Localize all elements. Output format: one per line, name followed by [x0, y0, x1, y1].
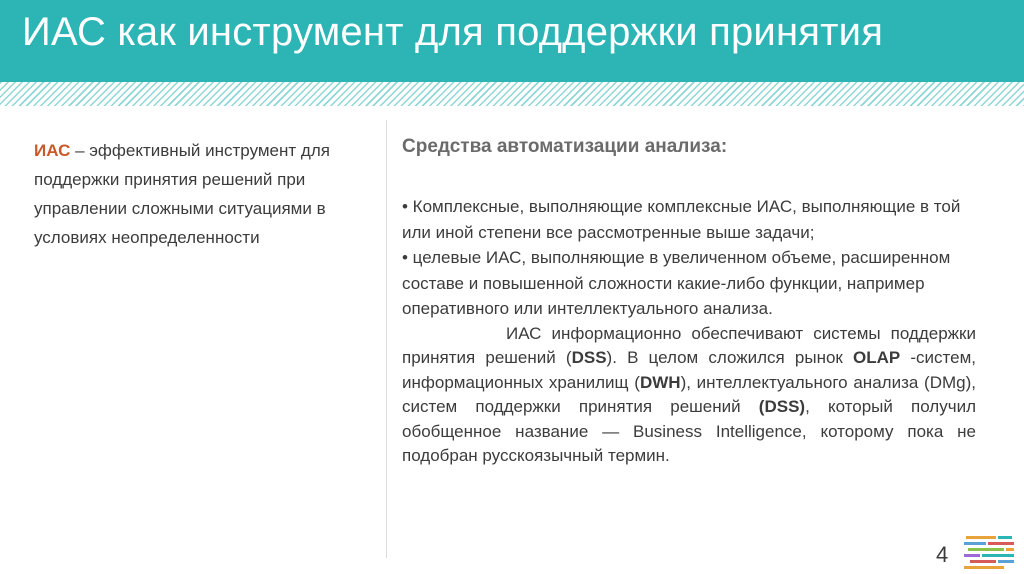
hatched-divider-band	[0, 82, 1024, 106]
bullet-list	[402, 194, 976, 322]
bullet-item: • целевые ИАС, выполняющие в увеличенном объеме, расширенном составе и повышенной сложности какие-либо функции, например оперативного или интеллектуального анализа.	[402, 248, 951, 318]
slide-title: ИАС как инструмент для поддержки принятия	[22, 10, 884, 54]
colored-stripes-logo-icon	[964, 532, 1016, 572]
paragraph-text: ИАС информационно обеспечивают системы поддержки принятия решений (	[402, 323, 976, 367]
paragraph-text: ). В целом сложился рынок	[606, 348, 853, 367]
definition-text: – эффективный инструмент для поддержки принятия решений при управлении сложными ситуациями в условиях неопределенности	[34, 141, 330, 247]
paragraph-text: -систем, информационных хранилищ (	[402, 348, 976, 392]
paragraph-text: , который получил обобщенное название — Business Intelligence, которому пока не подобран русскоязычный термин.	[402, 397, 977, 465]
column-divider	[386, 120, 387, 558]
summary-paragraph	[402, 322, 976, 469]
title-bar	[0, 0, 1024, 82]
section-heading: Средства автоматизации анализа:	[402, 136, 728, 157]
page-number: 4	[936, 542, 949, 567]
paragraph-bold: DSS	[571, 348, 607, 367]
bullet-item: • Комплексные, выполняющие комплексные ИАС, выполняющие в той или иной степени все рассмотренные выше задачи;	[402, 197, 961, 242]
definition-term: ИАС	[34, 141, 71, 160]
paragraph-bold: DWH	[639, 372, 681, 392]
definition-block	[34, 136, 384, 252]
paragraph-bold: OLAP	[853, 348, 901, 367]
content-column	[402, 134, 976, 469]
paragraph-text: ), интеллектуального анализа (DMg), систем поддержки принятия решений	[402, 372, 976, 416]
paragraph-bold: (DSS)	[758, 397, 806, 416]
